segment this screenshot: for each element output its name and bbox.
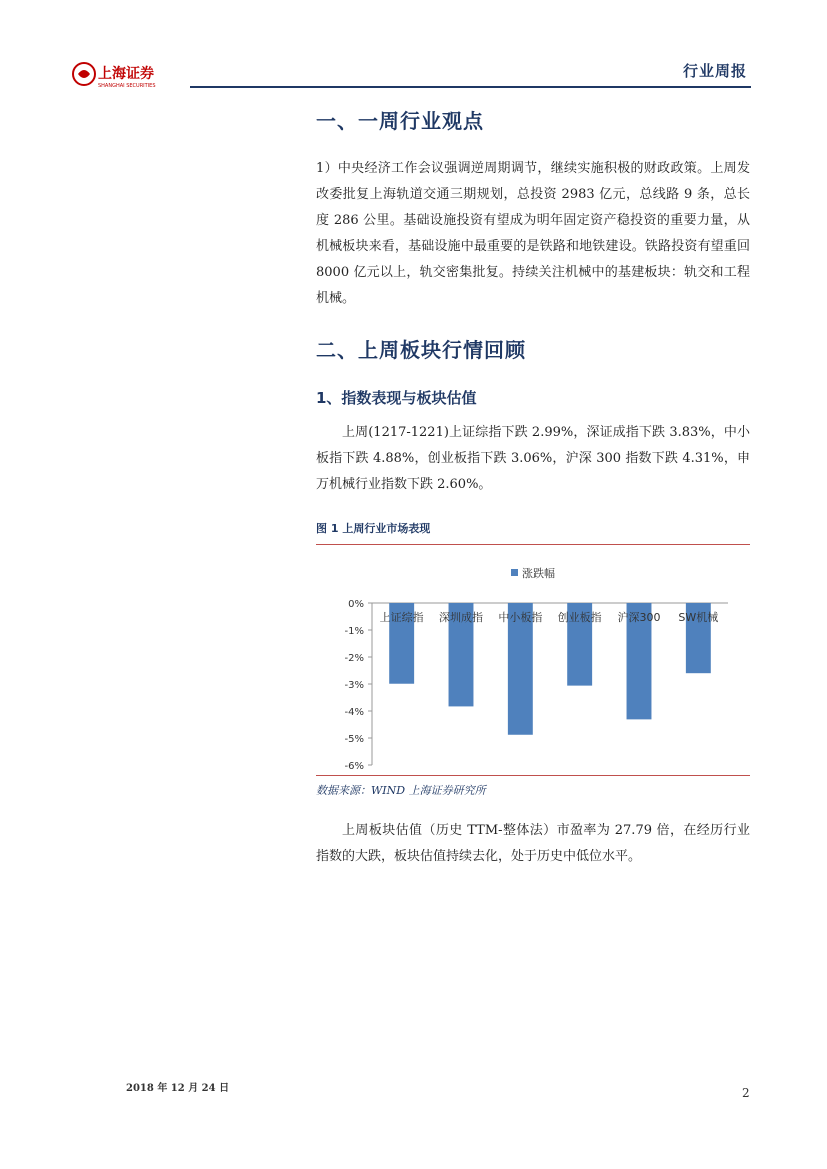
header-divider [190, 86, 751, 88]
x-category-label: 创业板指 [557, 611, 602, 624]
report-date: 2018 年 12 月 24 日 [126, 1083, 230, 1094]
company-logo [70, 60, 170, 90]
section2-title: 二、上周板块行情回顾 [316, 338, 526, 362]
section2-paragraph1: 上周(1217-1221)上证综指下跌 2.99%，深证成指下跌 3.83%，中小板指下跌 4.88%，创业板指下跌 3.06%，沪深 300 指数下跌 4.31%，申万机械行业指数下跌 2.60%。 [316, 425, 750, 492]
report-type: 行业周报 [682, 62, 747, 80]
x-category-label: 中小板指 [498, 611, 543, 624]
x-category-label: 深圳成指 [439, 611, 483, 624]
x-axis-labels [380, 610, 719, 624]
section1-paragraph: 1）中央经济工作会议强调逆周期调节，继续实施积极的财政政策。上周发改委批复上海轨道交通三期规划，总投资 2983 亿元，总线路 9 条，总长度 286 公里。基础设施投资有望成为明年固定资产稳投资的重要力量，从机械板块来看，基础设施中最重要的是铁路和地铁建设。铁路投资有望重回 8000 亿元以上，轨交密集批复。持续关注机械中的基建板块：轨交和工程机械。 [316, 161, 750, 306]
section1-title: 一、一周行业观点 [316, 109, 484, 133]
bar-chart [316, 545, 750, 775]
section2-paragraph2: 上周板块估值（历史 TTM-整体法）市盈率为 27.79 倍，在经历行业指数的大跌，板块估值持续去化，处于历史中低位水平。 [316, 823, 750, 864]
page-number: 2 [742, 1086, 750, 1100]
y-tick-label: -5% [344, 734, 364, 745]
legend-swatch [511, 569, 518, 576]
x-category-label: 上证综指 [379, 611, 424, 624]
y-tick-label: -6% [344, 761, 364, 772]
chart-legend [511, 566, 555, 580]
figure-caption: 图 1 上周行业市场表现 [316, 522, 431, 535]
chart-bars [389, 603, 711, 735]
main-content [316, 105, 750, 870]
legend-label: 涨跌幅 [522, 567, 555, 580]
x-category-label: 沪深300 [617, 611, 661, 624]
y-tick-label: -4% [344, 707, 364, 718]
section2-subtitle: 1、指数表现与板块估值 [316, 389, 477, 407]
y-tick-label: -3% [344, 680, 364, 691]
logo-text: 上海证券 [98, 66, 154, 82]
y-tick-label: 0% [348, 599, 364, 610]
x-category-label: SW机械 [678, 611, 719, 624]
data-source: 数据来源：WIND 上海证券研究所 [316, 784, 486, 797]
y-tick-label: -1% [344, 626, 364, 637]
y-tick-label: -2% [344, 653, 364, 664]
figure-bottom-rule [316, 775, 750, 776]
logo-subtext: SHANGHAI SECURITIES [98, 83, 156, 89]
